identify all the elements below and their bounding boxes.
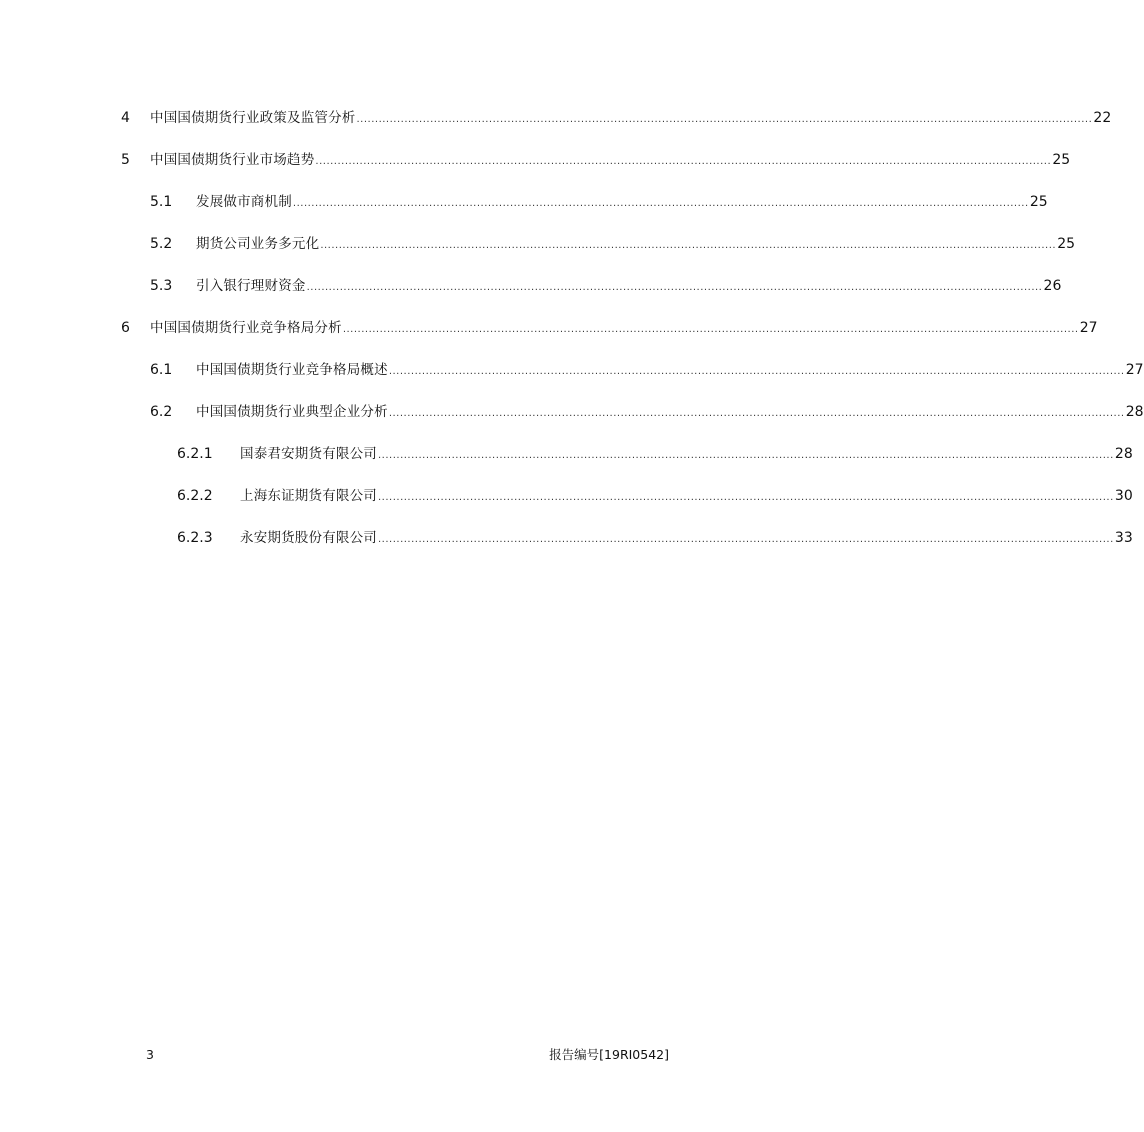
toc-entry-number: 6.2.3 bbox=[177, 530, 213, 546]
toc-leader-dots: ........................................................................................................................................................................................................ bbox=[378, 534, 1114, 545]
toc-entry-number: 5 bbox=[121, 152, 130, 168]
toc-entry-number: 5.2 bbox=[150, 236, 173, 252]
toc-entry-page: 25 bbox=[1057, 236, 1076, 252]
toc-leader-dots: ........................................................................................................................................................................................................ bbox=[378, 492, 1114, 503]
toc-leader-dots: ........................................................................................................................................................................................................ bbox=[342, 324, 1079, 335]
toc-entry-5[interactable] bbox=[0, 150, 1071, 170]
toc-entry-page: 25 bbox=[1029, 194, 1048, 210]
toc-entry-number: 6 bbox=[121, 320, 130, 336]
toc-entry-5-1[interactable] bbox=[0, 192, 1048, 212]
toc-entry-number: 6.1 bbox=[150, 362, 173, 378]
toc-entry-page: 27 bbox=[1125, 362, 1144, 378]
toc-entry-page: 27 bbox=[1079, 320, 1098, 336]
toc-entry-6-1[interactable] bbox=[0, 360, 1144, 380]
toc-entry-page: 33 bbox=[1114, 530, 1133, 546]
toc-entry-title: 上海东证期货有限公司 bbox=[240, 488, 377, 504]
footer-report-id: 报告编号[19RI0542] bbox=[549, 1047, 669, 1062]
toc-entry-number: 6.2.1 bbox=[177, 446, 213, 462]
toc-entry-page: 30 bbox=[1114, 488, 1133, 504]
toc-entry-title: 中国国债期货行业竞争格局概述 bbox=[196, 362, 388, 378]
toc-entry-page: 26 bbox=[1043, 278, 1062, 294]
toc-entry-title: 中国国债期货行业政策及监管分析 bbox=[150, 110, 356, 126]
toc-leader-dots: ........................................................................................................................................................................................................ bbox=[315, 156, 1052, 167]
toc-entry-title: 中国国债期货行业市场趋势 bbox=[150, 152, 315, 168]
toc-entry-number: 5.1 bbox=[150, 194, 173, 210]
toc-entry-title: 引入银行理财资金 bbox=[196, 278, 306, 294]
toc-entry-4[interactable] bbox=[0, 108, 1112, 128]
toc-leader-dots: ........................................................................................................................................................................................................ bbox=[356, 114, 1093, 125]
toc-entry-6-2-1[interactable] bbox=[0, 444, 1133, 464]
toc-entry-title: 永安期货股份有限公司 bbox=[240, 530, 377, 546]
toc-entry-title: 期货公司业务多元化 bbox=[196, 236, 320, 252]
toc-entry-page: 28 bbox=[1114, 446, 1133, 462]
toc-entry-page: 25 bbox=[1052, 152, 1071, 168]
toc-entry-5-2[interactable] bbox=[0, 234, 1076, 254]
toc-entry-title: 国泰君安期货有限公司 bbox=[240, 446, 377, 462]
toc-leader-dots: ........................................................................................................................................................................................................ bbox=[292, 198, 1029, 209]
toc-leader-dots: ........................................................................................................................................................................................................ bbox=[388, 408, 1125, 419]
footer-page-number: 3 bbox=[146, 1047, 154, 1062]
toc-entry-number: 6.2.2 bbox=[177, 488, 213, 504]
toc-entry-number: 6.2 bbox=[150, 404, 173, 420]
toc-entry-6-2-3[interactable] bbox=[0, 528, 1133, 548]
toc-entry-title: 发展做市商机制 bbox=[196, 194, 292, 210]
toc-entry-number: 5.3 bbox=[150, 278, 173, 294]
toc-leader-dots: ........................................................................................................................................................................................................ bbox=[306, 282, 1043, 293]
toc-leader-dots: ........................................................................................................................................................................................................ bbox=[320, 240, 1057, 251]
toc-entry-6-2[interactable] bbox=[0, 402, 1144, 422]
toc-entry-number: 4 bbox=[121, 110, 130, 126]
toc-entry-title: 中国国债期货行业竞争格局分析 bbox=[150, 320, 342, 336]
toc-entry-6[interactable] bbox=[0, 318, 1098, 338]
toc-leader-dots: ........................................................................................................................................................................................................ bbox=[388, 366, 1125, 377]
toc-entry-page: 28 bbox=[1125, 404, 1144, 420]
toc-entry-title: 中国国债期货行业典型企业分析 bbox=[196, 404, 388, 420]
toc-entry-page: 22 bbox=[1093, 110, 1112, 126]
toc-entry-6-2-2[interactable] bbox=[0, 486, 1133, 506]
toc-leader-dots: ........................................................................................................................................................................................................ bbox=[378, 450, 1114, 461]
toc-entry-5-3[interactable] bbox=[0, 276, 1062, 296]
